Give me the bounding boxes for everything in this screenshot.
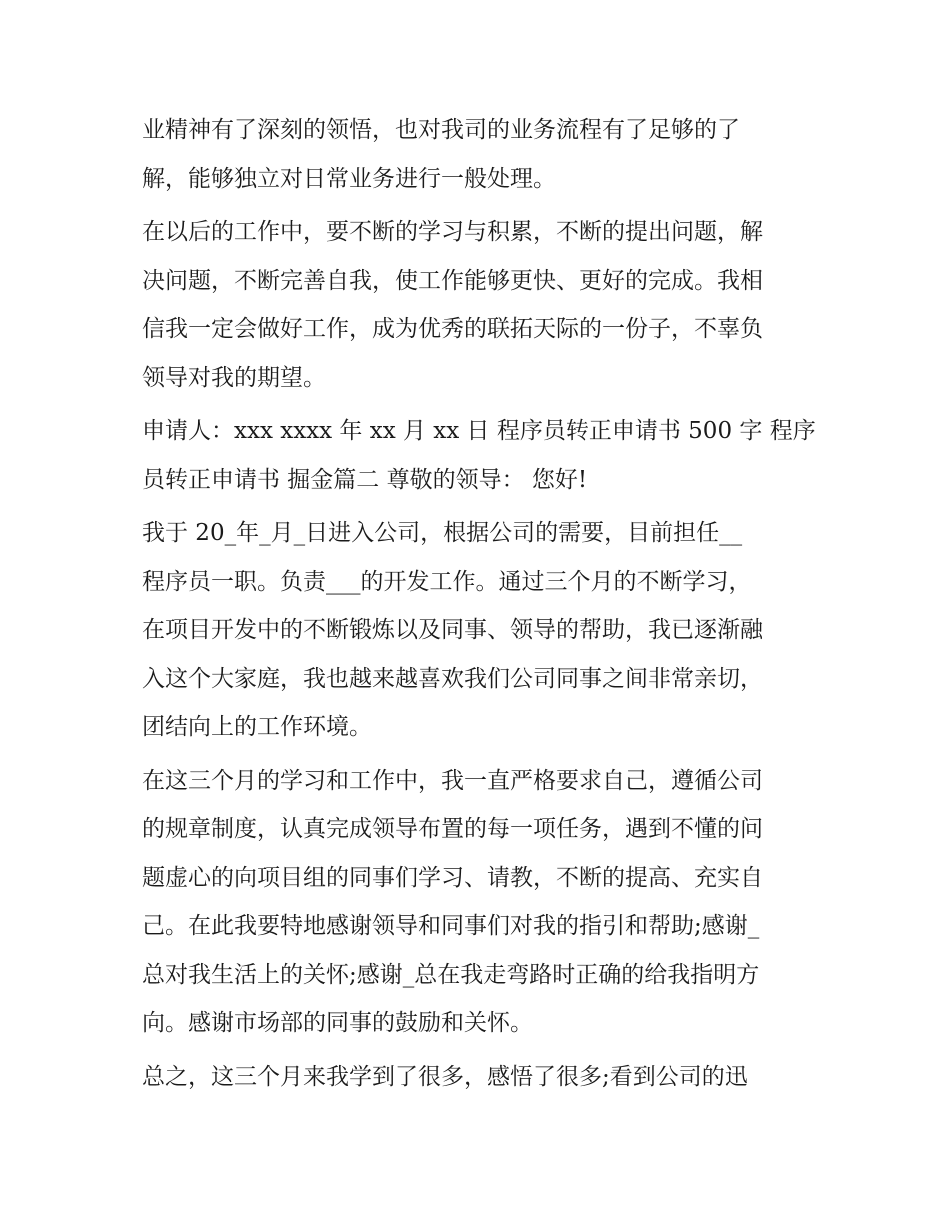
text-line: 决问题，不断完善自我，使工作能够更快、更好的完成。我相 [142, 267, 763, 294]
text-line: 己。在此我要特地感谢领导和同事们对我的指引和帮助;感谢_ [142, 913, 760, 939]
text-line: 信我一定会做好工作，成为优秀的联拓天际的一份子，不辜负 [142, 316, 763, 342]
text-line: 员转正申请书 掘金篇二 尊敬的领导： 您好! [142, 466, 588, 493]
paragraph-4 [142, 509, 814, 752]
text-line: 解，能够独立对日常业务进行一般处理。 [142, 165, 556, 192]
paragraph-3 [142, 407, 814, 504]
text-line: 向。感谢市场部的同事的鼓励和关怀。 [142, 1010, 533, 1036]
text-line: 总对我生活上的关怀;感谢_总在我走弯路时正确的给我指明方 [142, 961, 760, 988]
paragraph-1 [142, 106, 814, 203]
text-line: 题虚心的向项目组的同事们学习、请教，不断的提高、充实自 [142, 864, 763, 891]
paragraph-6 [142, 1053, 814, 1102]
text-line: 我于 20_年_月_日进入公司，根据公司的需要，目前担任__ [142, 520, 743, 546]
paragraph-2 [142, 208, 814, 402]
paragraph-5 [142, 757, 814, 1048]
text-line: 领导对我的期望。 [142, 364, 326, 391]
text-line: 团结向上的工作环境。 [142, 714, 372, 740]
text-line: 在项目开发中的不断锻炼以及同事、领导的帮助，我已逐渐融 [142, 617, 763, 643]
document-body [142, 106, 814, 1106]
text-line: 业精神有了深刻的领悟，也对我司的业务流程有了足够的了 [142, 117, 740, 143]
text-line: 入这个大家庭，我也越来越喜欢我们公司同事之间非常亲切， [142, 665, 763, 692]
text-line: 程序员一职。负责___的开发工作。通过三个月的不断学习， [142, 568, 752, 595]
text-line: 在这三个月的学习和工作中，我一直严格要求自己，遵循公司 [142, 767, 763, 794]
text-line: 申请人：xxx xxxx 年 xx 月 xx 日 程序员转正申请书 500 字 程序 [142, 418, 816, 444]
text-line: 总之，这三个月来我学到了很多，感悟了很多;看到公司的迅 [142, 1063, 748, 1090]
text-line: 的规章制度，认真完成领导布置的每一项任务，遇到不懂的问 [142, 816, 763, 842]
text-line: 在以后的工作中，要不断的学习与积累，不断的提出问题，解 [142, 219, 763, 245]
